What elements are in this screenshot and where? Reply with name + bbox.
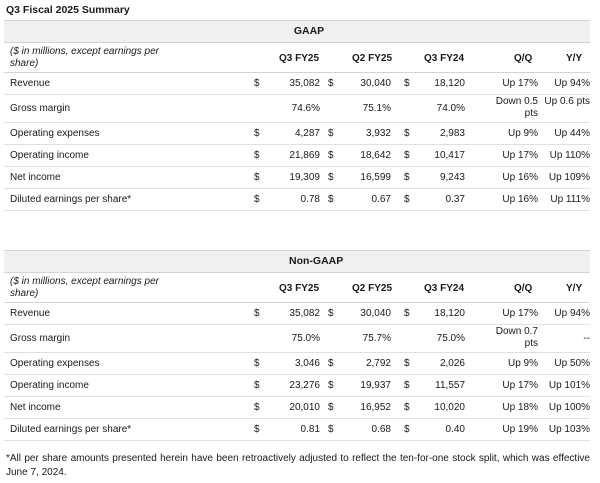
nongaap-header-label: ($ in millions, except earnings per share) — [10, 276, 159, 299]
dollar-sign: $ — [404, 128, 410, 139]
gaap-col-qq: Q/Q — [514, 53, 533, 64]
value-q3fy24: 0.37 — [445, 194, 465, 205]
gaap-col-q3fy24: Q3 FY24 — [424, 53, 465, 64]
table-row — [4, 325, 590, 353]
nongaap-band-label: Non-GAAP — [289, 255, 344, 267]
value-q2fy25: 16,599 — [360, 172, 391, 183]
dollar-sign: $ — [328, 128, 334, 139]
row-label: Revenue — [10, 78, 51, 89]
change-yy: Up 111% — [550, 194, 590, 205]
change-yy: Up 109% — [548, 172, 590, 183]
dollar-sign: $ — [404, 172, 410, 183]
table-row — [4, 145, 590, 167]
gaap-header-row — [4, 43, 590, 73]
change-qq: Up 16% — [502, 194, 538, 205]
table-row — [4, 73, 590, 95]
change-yy: Up 94% — [554, 78, 590, 89]
dollar-sign: $ — [254, 358, 260, 369]
value-q3fy25: 4,287 — [294, 128, 320, 139]
dollar-sign: $ — [404, 150, 410, 161]
change-qq: Up 9% — [507, 358, 538, 369]
value-q3fy24: 18,120 — [434, 308, 465, 319]
dollar-sign: $ — [254, 150, 260, 161]
value-q3fy25: 35,082 — [289, 308, 320, 319]
dollar-sign: $ — [254, 172, 260, 183]
gaap-band — [4, 20, 590, 43]
change-qq: Down 0.7 pts — [495, 326, 538, 349]
gaap-col-q2fy25: Q2 FY25 — [352, 53, 393, 64]
value-q2fy25: 30,040 — [360, 78, 391, 89]
nongaap-band — [4, 250, 590, 273]
value-q3fy25: 23,276 — [289, 380, 320, 391]
value-q3fy24: 11,557 — [435, 380, 465, 391]
value-q3fy25: 75.0% — [291, 333, 320, 344]
table-row — [4, 419, 590, 441]
dollar-sign: $ — [404, 78, 410, 89]
value-q2fy25: 75.1% — [362, 103, 391, 114]
dollar-sign: $ — [254, 194, 260, 205]
row-label: Net income — [10, 402, 61, 413]
dollar-sign: $ — [328, 172, 334, 183]
nongaap-col-qq: Q/Q — [514, 283, 533, 294]
gaap-header-label: ($ in millions, except earnings per share) — [10, 46, 159, 69]
footnote: *All per share amounts presented herein have been retroactively adjusted to reflect the ten-for-one stock split, which was effective June 7, 2024. — [6, 453, 590, 478]
value-q2fy25: 18,642 — [360, 150, 391, 161]
dollar-sign: $ — [328, 424, 334, 435]
dollar-sign: $ — [328, 78, 334, 89]
value-q3fy25: 0.81 — [300, 424, 320, 435]
row-label: Diluted earnings per share* — [10, 424, 132, 435]
dollar-sign: $ — [328, 194, 334, 205]
change-qq: Up 17% — [502, 308, 538, 319]
change-qq: Up 17% — [502, 78, 538, 89]
dollar-sign: $ — [404, 194, 410, 205]
table-row — [4, 375, 590, 397]
change-yy: Up 110% — [549, 150, 590, 161]
value-q3fy24: 2,983 — [439, 128, 465, 139]
table-row — [4, 303, 590, 325]
dollar-sign: $ — [254, 424, 260, 435]
table-row — [4, 167, 590, 189]
change-yy: Up 100% — [548, 402, 590, 413]
value-q3fy25: 74.6% — [291, 103, 320, 114]
gaap-col-yy: Y/Y — [566, 53, 583, 64]
table-row — [4, 189, 590, 211]
value-q2fy25: 0.67 — [371, 194, 391, 205]
dollar-sign: $ — [254, 78, 260, 89]
row-label: Gross margin — [10, 333, 71, 344]
change-yy: Up 94% — [554, 308, 590, 319]
value-q3fy25: 35,082 — [289, 78, 320, 89]
value-q3fy24: 10,020 — [434, 402, 465, 413]
change-qq: Up 9% — [507, 128, 538, 139]
change-qq: Up 18% — [502, 402, 538, 413]
dollar-sign: $ — [404, 358, 410, 369]
value-q2fy25: 30,040 — [360, 308, 391, 319]
change-qq: Up 17% — [502, 150, 538, 161]
change-yy: -- — [583, 333, 590, 344]
table-row — [4, 397, 590, 419]
value-q3fy25: 0.78 — [300, 194, 320, 205]
dollar-sign: $ — [328, 308, 334, 319]
change-qq: Up 16% — [502, 172, 538, 183]
dollar-sign: $ — [328, 380, 334, 391]
value-q2fy25: 2,792 — [365, 358, 391, 369]
change-yy: Up 50% — [554, 358, 590, 369]
value-q3fy25: 20,010 — [289, 402, 320, 413]
dollar-sign: $ — [404, 380, 410, 391]
row-label: Gross margin — [10, 103, 71, 114]
value-q3fy25: 21,869 — [289, 150, 320, 161]
dollar-sign: $ — [328, 358, 334, 369]
change-qq: Up 19% — [502, 424, 538, 435]
table-row — [4, 123, 590, 145]
value-q2fy25: 16,952 — [360, 402, 391, 413]
change-qq: Up 17% — [502, 380, 538, 391]
nongaap-col-yy: Y/Y — [566, 283, 583, 294]
gaap-table — [4, 20, 590, 211]
value-q3fy24: 0.40 — [445, 424, 465, 435]
row-label: Net income — [10, 172, 61, 183]
row-label: Operating expenses — [10, 128, 100, 139]
change-qq: Down 0.5 pts — [495, 96, 538, 119]
row-label: Operating income — [10, 150, 89, 161]
dollar-sign: $ — [254, 402, 260, 413]
nongaap-col-q3fy24: Q3 FY24 — [424, 283, 465, 294]
dollar-sign: $ — [328, 402, 334, 413]
nongaap-col-q2fy25: Q2 FY25 — [352, 283, 393, 294]
change-yy: Up 0.6 pts — [544, 96, 590, 107]
value-q3fy24: 9,243 — [439, 172, 465, 183]
value-q3fy24: 10,417 — [434, 150, 465, 161]
value-q3fy24: 74.0% — [436, 103, 465, 114]
change-yy: Up 44% — [554, 128, 590, 139]
row-label: Operating expenses — [10, 358, 100, 369]
value-q3fy25: 19,309 — [289, 172, 320, 183]
nongaap-header-row — [4, 273, 590, 303]
value-q2fy25: 3,932 — [365, 128, 391, 139]
nongaap-table — [4, 250, 590, 441]
table-row — [4, 95, 590, 123]
dollar-sign: $ — [404, 308, 410, 319]
row-label: Diluted earnings per share* — [10, 194, 132, 205]
dollar-sign: $ — [254, 380, 260, 391]
value-q3fy24: 18,120 — [434, 78, 465, 89]
dollar-sign: $ — [254, 128, 260, 139]
value-q3fy24: 2,026 — [439, 358, 465, 369]
row-label: Operating income — [10, 380, 89, 391]
value-q2fy25: 75.7% — [362, 333, 391, 344]
gaap-col-q3fy25: Q3 FY25 — [279, 53, 320, 64]
nongaap-body — [4, 303, 590, 441]
value-q2fy25: 19,937 — [360, 380, 391, 391]
dollar-sign: $ — [328, 150, 334, 161]
gaap-band-label: GAAP — [293, 25, 325, 37]
change-yy: Up 101% — [548, 380, 590, 391]
nongaap-col-q3fy25: Q3 FY25 — [279, 283, 320, 294]
value-q3fy24: 75.0% — [436, 333, 465, 344]
dollar-sign: $ — [254, 308, 260, 319]
gaap-body — [4, 73, 590, 211]
change-yy: Up 103% — [548, 424, 590, 435]
value-q2fy25: 0.68 — [371, 424, 391, 435]
dollar-sign: $ — [404, 402, 410, 413]
dollar-sign: $ — [404, 424, 410, 435]
row-label: Revenue — [10, 308, 51, 319]
page-title: Q3 Fiscal 2025 Summary — [6, 4, 130, 16]
value-q3fy25: 3,046 — [294, 358, 320, 369]
table-row — [4, 353, 590, 375]
